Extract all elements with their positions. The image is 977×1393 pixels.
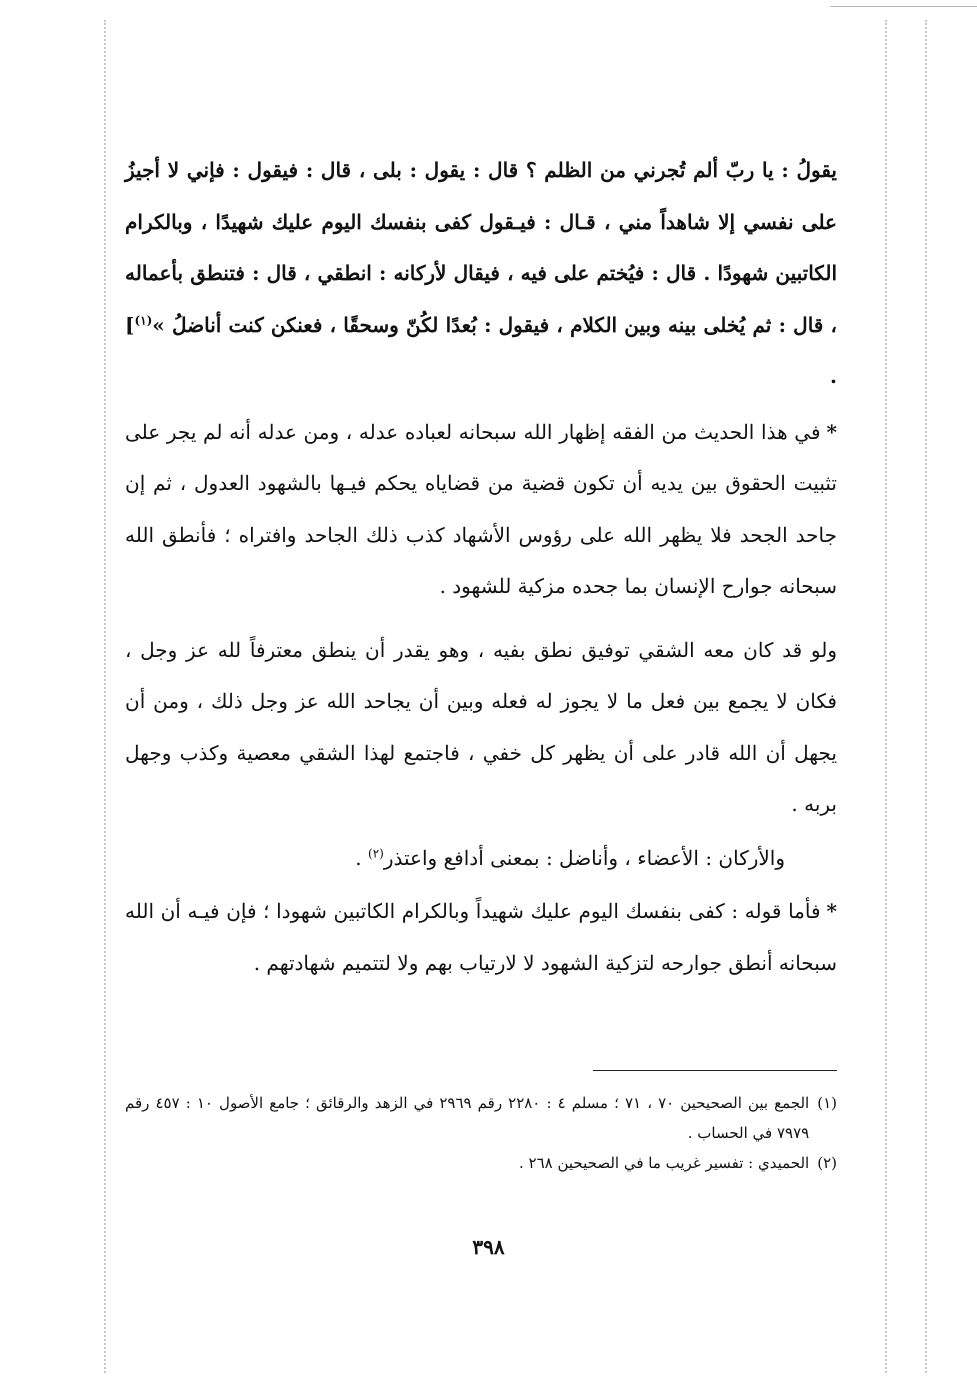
- hadith-closing: ] .: [125, 312, 837, 388]
- scan-dot-column: [885, 20, 887, 1373]
- footnote-number: (١): [817, 1094, 837, 1112]
- hadith-paragraph: [125, 145, 837, 403]
- page-body: [125, 145, 837, 989]
- commentary-text: في هذا الحديث من الفقه إظهار الله سبحانه لعباده عدله ، ومن عدله أنه لم يجر على تثبيت الحقوق بين يديه أن تكون قضية من قضاياه يحكم فيـها بالشهود العدول ، ثم إن جاحد الجحد فلا يظهر الله على رؤوس الأشهاد كذب ذلك الجاحد وافتراه ؛ فأنطق الله سبحانه جوارح الإنسان بما جحده مزكية للشهود .: [125, 419, 837, 598]
- asterisk-icon: *: [826, 899, 837, 923]
- footnote: [125, 1148, 837, 1178]
- footnote-divider: [593, 1070, 837, 1071]
- footnote: [125, 1088, 837, 1148]
- scan-dot-column: [104, 20, 106, 1373]
- footnote-number: (٢): [817, 1154, 837, 1172]
- page-number: ٣٩٨: [472, 1235, 505, 1259]
- commentary-text: فأما قوله : كفى بنفسك اليوم عليك شهيداً وبالكرام الكاتبين شهودا ؛ فإن فيـه أن الله سبحانه أنطق جوارحه لتزكية الشهود لا لارتياب بهم ولا لتتميم شهادتهم .: [125, 899, 837, 975]
- commentary-paragraph: [125, 625, 837, 831]
- commentary-paragraph: [125, 886, 837, 989]
- footnote-text: الحميدي : تفسير غريب ما في الصحيحين ٢٦٨ .: [519, 1154, 810, 1172]
- footnote-ref-1: (١): [134, 312, 153, 327]
- asterisk-icon: *: [826, 419, 837, 444]
- scan-dot-column: [925, 20, 927, 1373]
- definition-text: والأركان : الأعضاء ، وأناضل : بمعنى أدافع واعتذر: [383, 845, 785, 870]
- definition-closing: .: [355, 845, 368, 870]
- commentary-paragraph: [125, 407, 837, 613]
- footnote-ref-2: (٢): [368, 845, 384, 860]
- definition-paragraph: [125, 833, 837, 885]
- hadith-text: يقولُ : يا ربّ ألم تُجرني من الظلم ؟ قال : يقول : بلى ، قال : فيقول : فإني لا أجيزُ على نفسي إلا شاهداً مني ، قـال : فيـقول كفى بنفسك اليوم عليك شهيدًا ، وبالكرام الكاتبين شهودًا . قال : فيُختم على فيه ، فيقال لأركانه : انطقي ، قال : فتنطق بأعماله ، قال : ثم يُخلى بينه وبين الكلام ، فيقول : بُعدًا لكُنّ وسحقًا ، فعنكن كنت أناضلُ »: [125, 158, 838, 337]
- commentary-text: ولو قد كان معه الشقي توفيق نطق بفيه ، وهو يقدر أن ينطق معترفاً لله عز وجل ، فكان لا يجمع بين فعل ما لا يجوز له فعله وبين أن يجاحد الله عز وجل ذلك ، ومن أن يجهل أن الله قادر على أن يظهر كل خفي ، فاجتمع لهذا الشقي معصية وكذب وجهل بربه .: [125, 637, 837, 816]
- footnote-text: الجمع بين الصحيحين ٧٠ ، ٧١ ؛ مسلم ٤ : ٢٢٨٠ رقم ٢٩٦٩ في الزهد والرقائق ؛ جامع الأصول ١٠ : ٤٥٧ رقم ٧٩٧٩ في الحساب .: [125, 1094, 810, 1142]
- scan-edge-line: [830, 6, 977, 7]
- footnotes: [125, 1088, 837, 1178]
